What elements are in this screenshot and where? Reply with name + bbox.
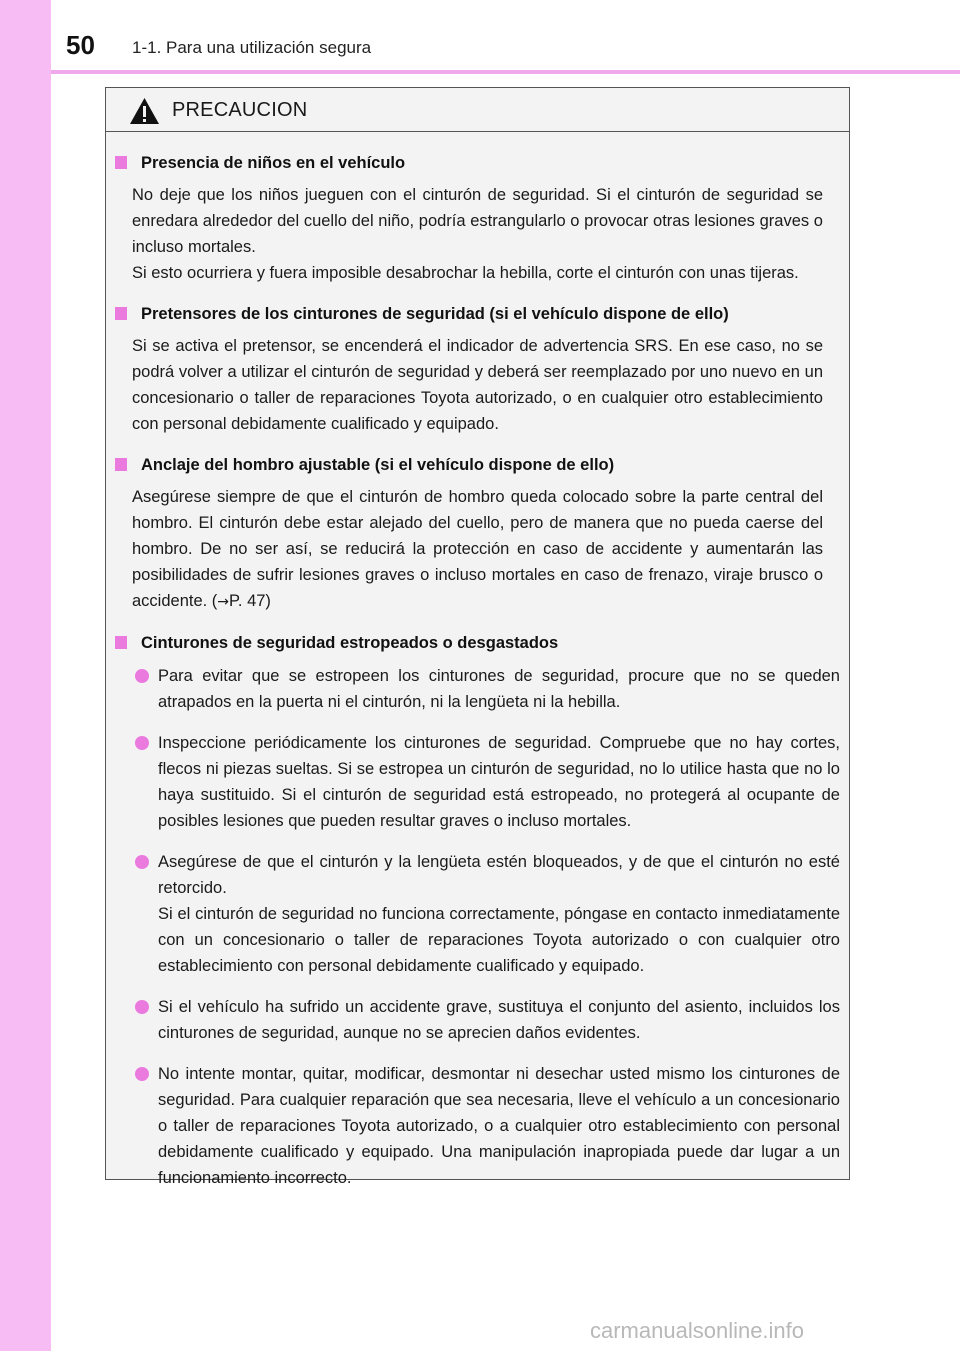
section-damaged-belts bbox=[106, 630, 849, 1191]
warning-triangle-icon bbox=[129, 97, 160, 125]
list-item bbox=[158, 730, 840, 834]
square-bullet-icon bbox=[115, 636, 127, 649]
list-item-text: Si el cinturón de seguridad no funciona correctamente, póngase en contacto inmediatamente con un concesionario o taller de reparaciones Toyota autorizado o con cualquier otro establecimiento con personal debidamente cualificado y equipado. bbox=[158, 905, 840, 975]
list-item bbox=[158, 849, 840, 979]
header-rule bbox=[51, 70, 960, 74]
list-item-text: Si el vehículo ha sufrido un accidente grave, sustituya el conjunto del asiento, incluidos los cinturones de seguridad, aunque no se aprecien daños evidentes. bbox=[158, 998, 840, 1042]
section-shoulder-anchor bbox=[106, 452, 849, 615]
paragraph: No deje que los niños jueguen con el cinturón de seguridad. Si el cinturón de seguridad se enredara alrededor del cuello del niño, podría estrangularlo o provocar otras lesiones graves o incluso mortales. bbox=[132, 186, 823, 256]
list-item-text: Inspeccione periódicamente los cinturones de seguridad. Compruebe que no hay cortes, flecos ni piezas sueltas. Si se estropea un cinturón de seguridad, no lo utilice hasta que no lo haya sustituido. Si el cinturón de seguridad está estropeado, no protegerá al ocupante de posibles lesiones que pueden resultar graves o incluso mortales. bbox=[158, 734, 840, 830]
page-header bbox=[0, 0, 960, 74]
section-heading-text: Cinturones de seguridad estropeados o desgastados bbox=[141, 634, 559, 652]
section-heading bbox=[115, 452, 849, 478]
section-heading-text: Pretensores de los cinturones de seguridad (si el vehículo dispone de ello) bbox=[141, 305, 729, 323]
paragraph: Si se activa el pretensor, se encenderá el indicador de advertencia SRS. En ese caso, no se podrá volver a utilizar el cinturón de seguridad y deberá ser reemplazado por uno nuevo en un concesionario o taller de reparaciones Toyota autorizado, o en cualquier otro establecimiento con personal debidamente cualificado y equipado. bbox=[132, 337, 823, 433]
warning-body bbox=[106, 132, 849, 1191]
section-pretensioners bbox=[106, 301, 849, 437]
section-heading bbox=[115, 301, 849, 327]
circle-bullet-icon bbox=[135, 669, 149, 683]
list-item bbox=[158, 994, 840, 1046]
warning-title: PRECAUCION bbox=[172, 99, 308, 121]
paragraph: Si esto ocurriera y fuera imposible desabrochar la hebilla, corte el cinturón con unas tijeras. bbox=[132, 264, 799, 282]
section-title: 1-1. Para una utilización segura bbox=[132, 38, 372, 57]
warning-box bbox=[105, 87, 850, 1187]
square-bullet-icon bbox=[115, 156, 127, 169]
watermark: carmanualsonline.info bbox=[590, 1318, 805, 1343]
section-heading bbox=[115, 630, 849, 656]
list-item-text: No intente montar, quitar, modificar, desmontar ni desechar usted mismo los cinturones de seguridad. Para cualquier reparación que sea necesaria, lleve el vehículo a un concesionario o taller de reparaciones Toyota autorizado, o a cualquier otro establecimiento con personal debidamente cualificado y equipado. Una manipulación inapropiada puede dar lugar a un funcionamiento incorrecto. bbox=[158, 1065, 840, 1187]
paragraph bbox=[132, 484, 823, 615]
page-reference: P. 47) bbox=[229, 592, 271, 610]
paragraph-text: Asegúrese siempre de que el cinturón de hombro queda colocado sobre la parte central del hombro. El cinturón debe estar alejado del cuello, pero de manera que no pueda caerse del hombro. De no ser así, se reducirá la protección en caso de accidente y aumentarán las posibilidades de sufrir lesiones graves o incluso mortales en caso de frenazo, viraje brusco o accidente. ( bbox=[132, 488, 823, 610]
circle-bullet-icon bbox=[135, 1067, 149, 1081]
arrow-right-icon: → bbox=[217, 594, 230, 610]
side-strip bbox=[0, 0, 51, 1351]
warning-header bbox=[106, 88, 849, 132]
list-item-text: Asegúrese de que el cinturón y la lengüeta estén bloqueados, y de que el cinturón no esté retorcido. bbox=[158, 853, 840, 897]
section-heading-text: Presencia de niños en el vehículo bbox=[141, 154, 406, 172]
section-heading bbox=[115, 150, 849, 176]
list-item bbox=[158, 1061, 840, 1191]
list-item-text: Para evitar que se estropeen los cinturones de seguridad, procure que no se queden atrapados en la puerta ni el cinturón, ni la lengüeta ni la hebilla. bbox=[158, 667, 840, 711]
page-number: 50 bbox=[66, 30, 95, 60]
circle-bullet-icon bbox=[135, 1000, 149, 1014]
section-children bbox=[106, 150, 849, 286]
list-item bbox=[158, 663, 840, 715]
square-bullet-icon bbox=[115, 307, 127, 320]
circle-bullet-icon bbox=[135, 736, 149, 750]
square-bullet-icon bbox=[115, 458, 127, 471]
section-heading-text: Anclaje del hombro ajustable (si el vehículo dispone de ello) bbox=[141, 456, 615, 474]
circle-bullet-icon bbox=[135, 855, 149, 869]
